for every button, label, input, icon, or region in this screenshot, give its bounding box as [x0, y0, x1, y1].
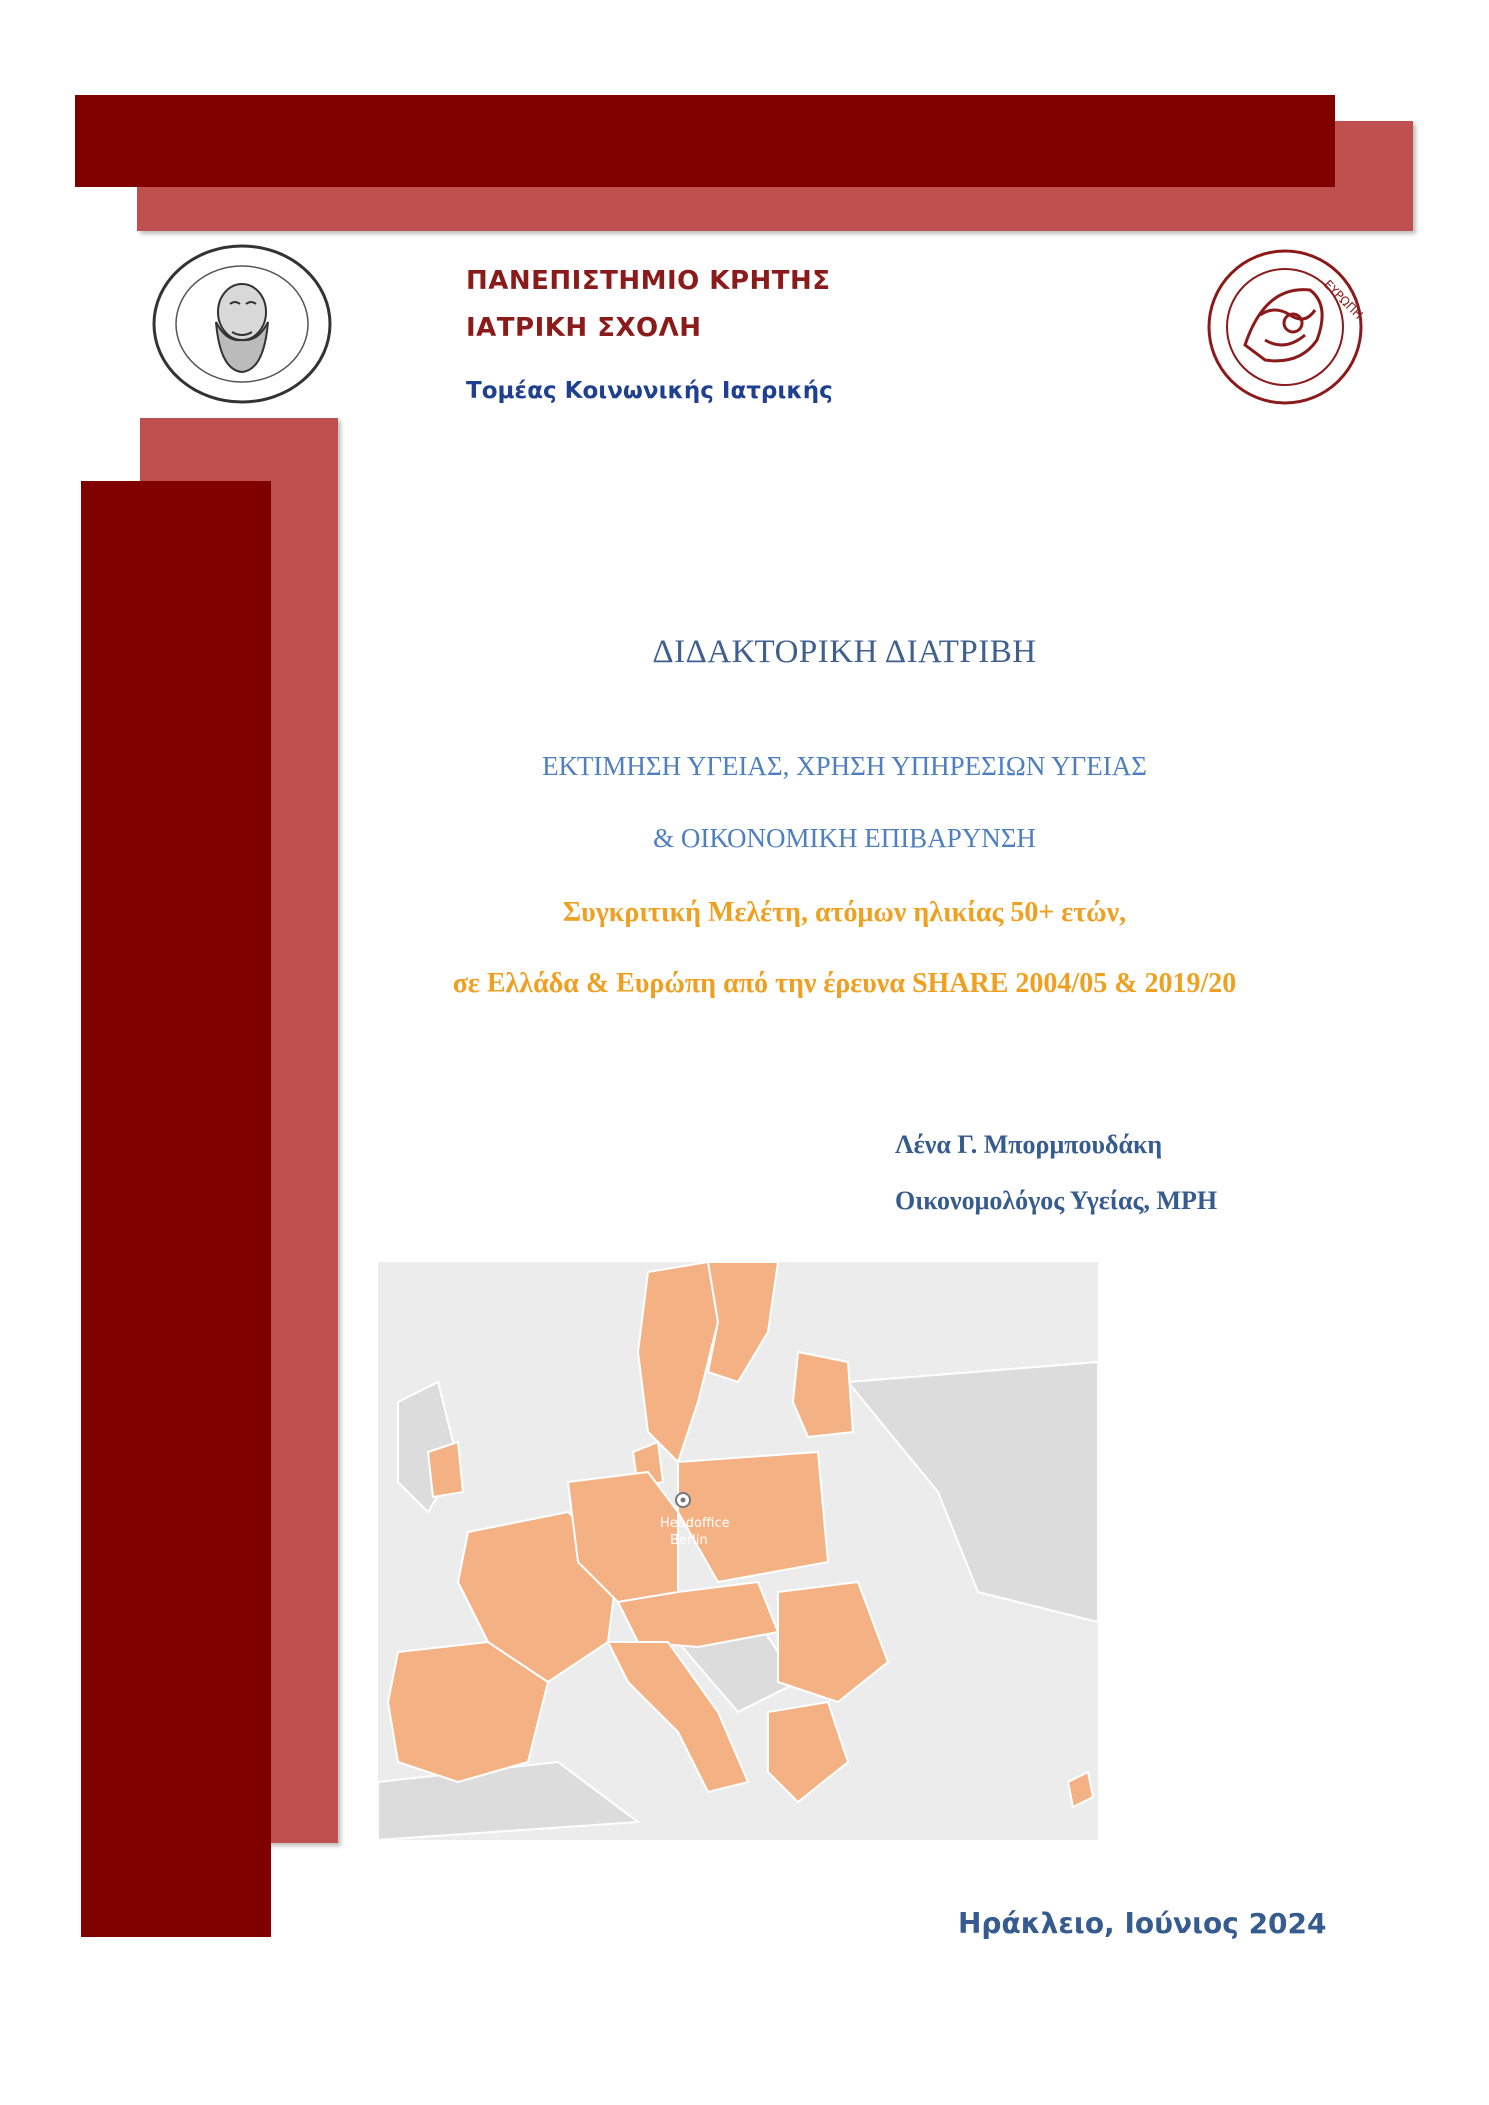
medical-school-logo — [150, 242, 336, 407]
university-name: ΠΑΝΕΠΙΣΤΗΜΙΟ ΚΡΗΤΗΣ — [466, 266, 831, 296]
department-name: Τομέας Κοινωνικής Ιατρικής — [466, 378, 833, 404]
top-bar-dark — [75, 95, 1335, 187]
title-line-1: ΕΚΤΙΜΗΣΗ ΥΓΕΙΑΣ, ΧΡΗΣΗ ΥΠΗΡΕΣΙΩΝ ΥΓΕΙΑΣ — [542, 751, 1147, 781]
map-label-line1: Headoffice — [660, 1516, 730, 1531]
doc-type-title: ΔΙΔΑΚΤΟΡΙΚΗ ΔΙΑΤΡΙΒΗ — [652, 634, 1037, 670]
author-name: Λένα Γ. Μπορμπουδάκη — [895, 1130, 1163, 1159]
title-line-2: & ΟΙΚΟΝΟΜΙΚΗ ΕΠΙΒΑΡΥΝΣΗ — [653, 823, 1036, 853]
map-pin-icon — [676, 1493, 690, 1507]
author-role: Οικονομολόγος Υγείας, MPH — [895, 1186, 1218, 1215]
map-label-line2: Berlin — [670, 1533, 708, 1548]
subtitle-line-2: σε Ελλάδα & Ευρώπη από την έρευνα SHARE 2004/05 & 2019/20 — [452, 968, 1237, 999]
school-name: ΙΑΤΡΙΚΗ ΣΧΟΛΗ — [466, 313, 702, 343]
place-date: Ηράκλειο, Ιούνιος 2024 — [958, 1907, 1327, 1940]
subtitle-line-1: Συγκριτική Μελέτη, ατόμων ηλικίας 50+ ετών, — [562, 897, 1127, 928]
right-seal-text: ΕΥΡΩΠΗ — [1320, 277, 1365, 323]
university-of-crete-logo — [1205, 245, 1365, 410]
europe-map — [378, 1262, 1098, 1840]
side-bar-dark — [81, 481, 271, 1937]
